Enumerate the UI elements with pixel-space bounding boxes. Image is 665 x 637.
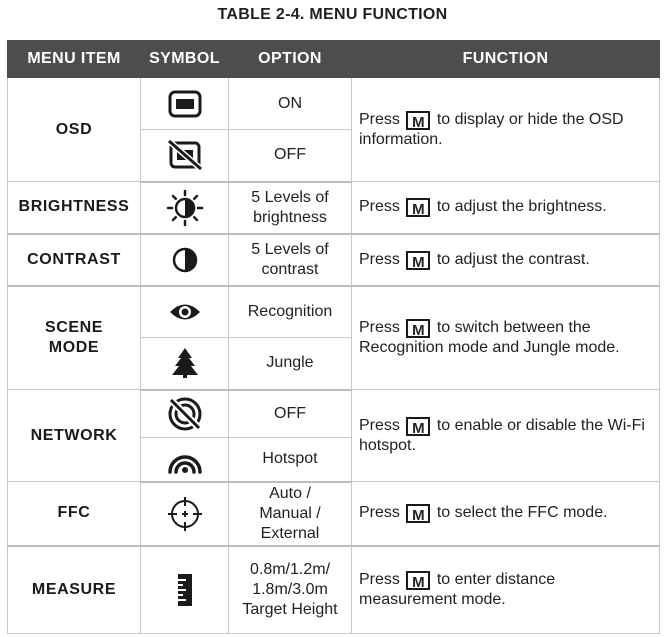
option-jungle: Jungle bbox=[229, 338, 352, 390]
option-measure bbox=[229, 546, 352, 634]
option-contrast: 5 Levels of contrast bbox=[229, 234, 352, 286]
function-ffc: Press M to select the FFC mode. bbox=[352, 482, 660, 546]
menu-item-ffc: FFC bbox=[8, 482, 141, 546]
symbol-cell bbox=[141, 130, 229, 182]
menu-item-measure: MEASURE bbox=[8, 546, 141, 634]
function-measure: Press M to enter distance measurement mode. bbox=[352, 546, 660, 634]
option-brightness: 5 Levels of brightness bbox=[229, 182, 352, 234]
header-menu-item: MENU ITEM bbox=[8, 41, 141, 78]
option-recognition: Recognition bbox=[229, 286, 352, 338]
option-hotspot: Hotspot bbox=[229, 438, 352, 482]
menu-item-contrast: CONTRAST bbox=[8, 234, 141, 286]
menu-item-network: NETWORK bbox=[8, 390, 141, 482]
function-osd bbox=[352, 78, 660, 182]
hotspot-icon bbox=[166, 444, 204, 474]
menu-item-scene-mode bbox=[8, 286, 141, 390]
function-contrast: Press M to adjust the contrast. bbox=[352, 234, 660, 286]
menu-item-osd: OSD bbox=[8, 78, 141, 182]
contrast-icon bbox=[170, 245, 200, 275]
option-network-off: OFF bbox=[229, 390, 352, 438]
menu-item-label: SCENE MODE bbox=[44, 318, 104, 356]
header-symbol: SYMBOL bbox=[141, 41, 229, 78]
symbol-cell bbox=[141, 438, 229, 482]
table-row bbox=[8, 390, 660, 438]
m-key-icon: M bbox=[406, 198, 430, 217]
table-row bbox=[8, 286, 660, 338]
function-brightness: Press M to adjust the brightness. bbox=[352, 182, 660, 234]
table-row bbox=[8, 546, 660, 634]
option-text: Auto / Manual / External bbox=[259, 484, 321, 542]
osd-on-icon bbox=[168, 90, 202, 118]
function-network: Press M to enable or disable the Wi-Fi hotspot. bbox=[352, 390, 660, 482]
ruler-icon bbox=[175, 573, 195, 607]
function-scene-mode: Press M to switch between the Recognition mode and Jungle mode. bbox=[352, 286, 660, 390]
menu-function-table bbox=[7, 40, 660, 634]
symbol-cell bbox=[141, 546, 229, 634]
symbol-cell bbox=[141, 482, 229, 546]
table-title: TABLE 2-4. MENU FUNCTION bbox=[217, 6, 448, 23]
m-key-icon: M bbox=[406, 417, 430, 436]
function-text: Press M to display or hide the OSD information. bbox=[359, 110, 624, 148]
m-key-icon: M bbox=[406, 251, 430, 270]
menu-item-brightness: BRIGHTNESS bbox=[8, 182, 141, 234]
table-row bbox=[8, 482, 660, 546]
header-option: OPTION bbox=[229, 41, 352, 78]
symbol-cell bbox=[141, 182, 229, 234]
table-row bbox=[8, 78, 660, 130]
symbol-cell bbox=[141, 78, 229, 130]
eye-icon bbox=[168, 301, 202, 323]
crosshair-icon bbox=[166, 495, 204, 533]
symbol-cell bbox=[141, 338, 229, 390]
symbol-cell bbox=[141, 286, 229, 338]
tree-icon bbox=[170, 347, 200, 379]
symbol-cell bbox=[141, 234, 229, 286]
table-row bbox=[8, 182, 660, 234]
option-text: 0.8m/1.2m/ 1.8m/3.0m Target Height bbox=[242, 560, 338, 618]
header-row bbox=[8, 41, 660, 78]
brightness-icon bbox=[166, 189, 204, 227]
osd-off-icon bbox=[166, 138, 204, 172]
option-off: OFF bbox=[229, 130, 352, 182]
header-function: FUNCTION bbox=[352, 41, 660, 78]
symbol-cell bbox=[141, 390, 229, 438]
option-ffc bbox=[229, 482, 352, 546]
m-key-icon: M bbox=[406, 111, 430, 130]
option-on: ON bbox=[229, 78, 352, 130]
m-key-icon: M bbox=[406, 571, 430, 590]
table-row bbox=[8, 234, 660, 286]
wifi-off-icon bbox=[166, 395, 204, 433]
m-key-icon: M bbox=[406, 319, 430, 338]
m-key-icon: M bbox=[406, 504, 430, 523]
